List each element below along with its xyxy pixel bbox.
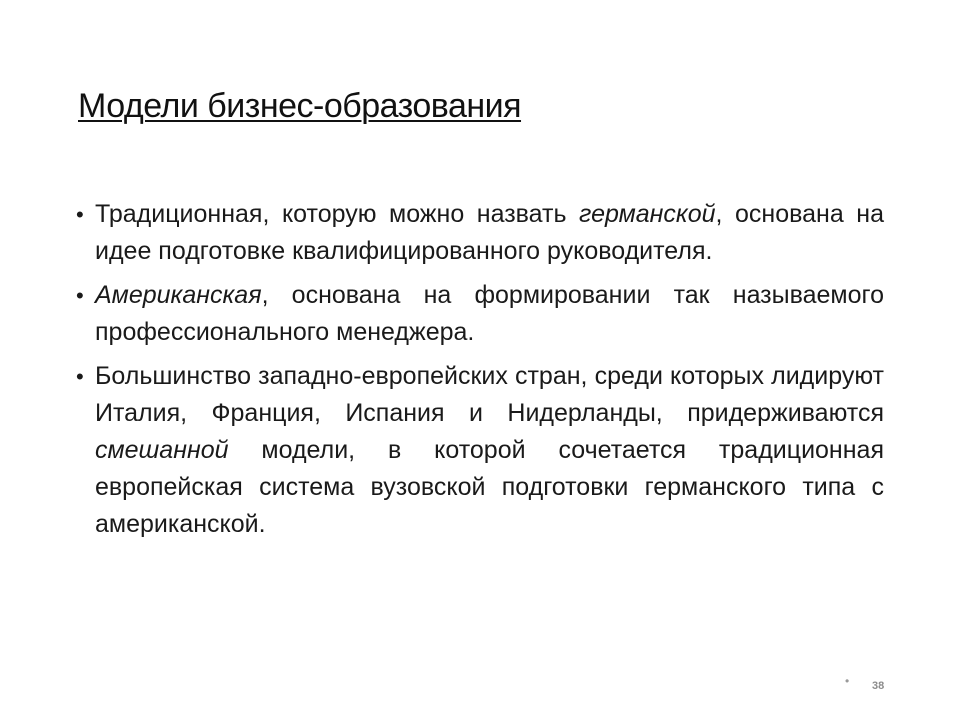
bullet-text-after: модели, в которой сочетается традиционная европейская система вузовской подготовки германского типа с американской.: [95, 436, 884, 538]
bullet-text-before: Большинство западно-европейских стран, среди которых лидируют Италия, Франция, Испания и Нидерланды, придерживаются: [95, 362, 898, 427]
bullet-item-traditional: [78, 196, 884, 270]
bullet-marker: •: [76, 364, 84, 389]
bullet-marker: •: [76, 283, 84, 308]
page-number: 38: [872, 680, 885, 692]
slide-title: Модели бизнес-образования: [78, 87, 522, 125]
bullet-text-before: Традиционная, которую можно назвать: [95, 200, 580, 228]
bullet-marker: •: [76, 202, 84, 227]
bullet-text-after: , основана на идее подготовке квалифицированного руководителя.: [95, 200, 884, 265]
bullet-text-after: , основана на формировании так называемого профессионального менеджера.: [95, 281, 884, 346]
bullet-item-american: [78, 277, 884, 351]
bullet-emphasis: смешанной: [95, 436, 229, 464]
bullet-list: [76, 196, 898, 550]
bullet-emphasis: германской: [579, 200, 716, 228]
bullet-emphasis: Американская: [95, 281, 262, 309]
bullet-item-mixed: [76, 358, 898, 543]
footer-mark: •: [845, 674, 850, 688]
